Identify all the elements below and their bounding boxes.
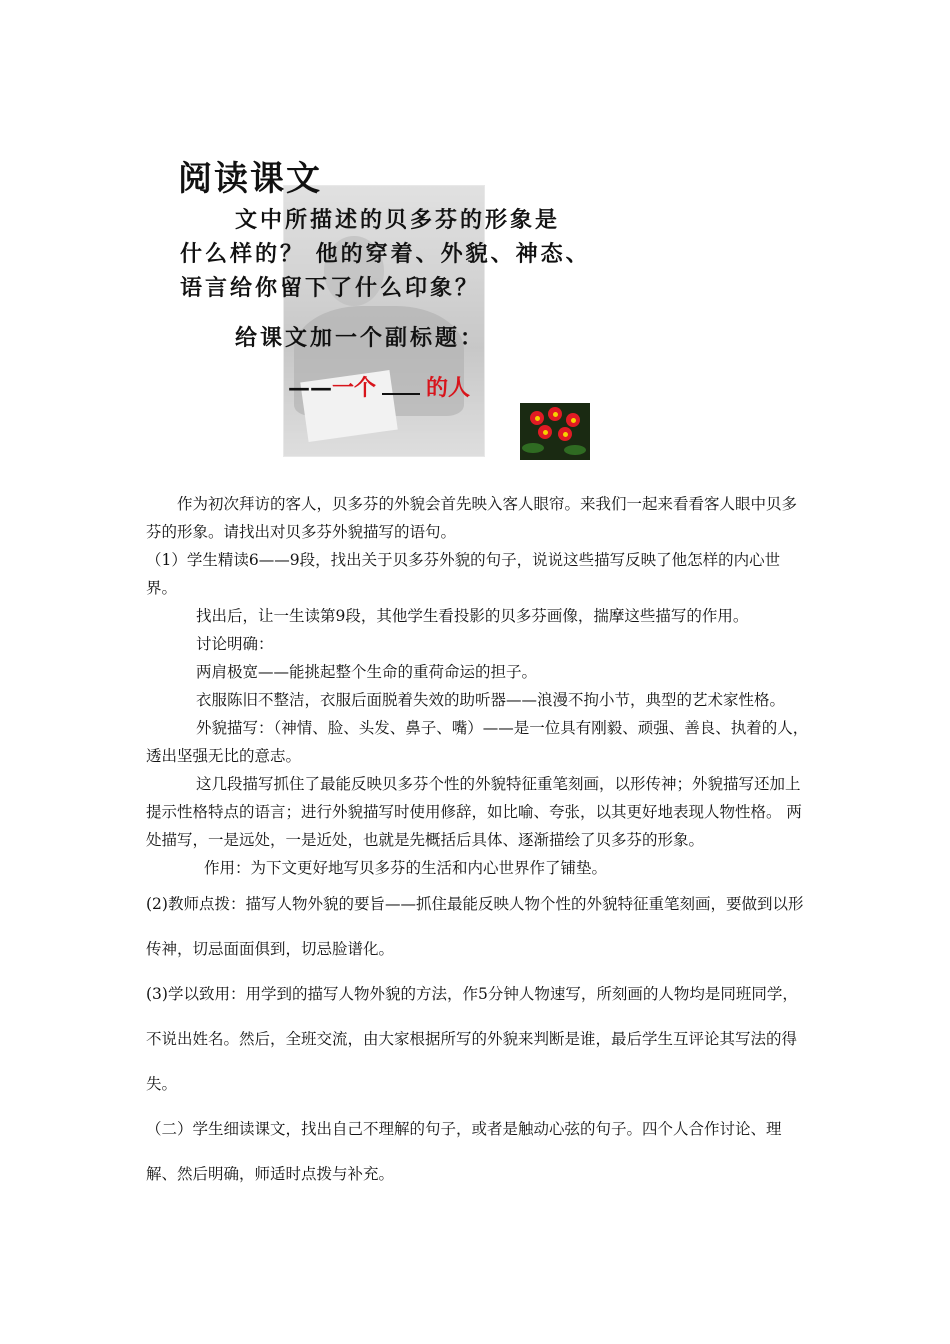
step2-paragraph: (2)教师点拨：描写人物外貌的要旨——抓住最能反映人物个性的外貌特征重笔刻画，要做到以形传神，切忌面面俱到，切忌脸谱化。 [146, 895, 804, 958]
step1-g: 作用：为下文更好地写贝多芬的生活和内心世界作了铺垫。 [204, 859, 608, 877]
part2-paragraph: （二）学生细读课文，找出自己不理解的句子，或者是触动心弦的句子。四个人合作讨论、理解、然后明确，师适时点拨与补充。 [146, 1120, 782, 1183]
intro-paragraph: 作为初次拜访的客人，贝多芬的外貌会首先映入客人眼帘。来我们一起来看看客人眼中贝多芬的形象。请找出对贝多芬外貌描写的语句。 [146, 495, 798, 541]
flower-center [543, 430, 548, 435]
slide-subtitle-prompt: 给课文加一个副标题： [235, 325, 486, 351]
step1-e: 外貌描写：（神情、脸、头发、鼻子、嘴）——是一位具有刚毅、顽强、善良、执着的人，透出坚强无比的意志。 [146, 719, 809, 765]
leaf [564, 445, 586, 455]
flower-picture [520, 403, 590, 460]
subtitle-red-1: 一个 [332, 375, 377, 401]
lesson-text [146, 490, 811, 1197]
slide-heading: 阅读课文 [178, 159, 322, 199]
flower-center [563, 432, 568, 437]
step1-d: 衣服陈旧不整洁，衣服后面脱着失效的助听器——浪漫不拘小节，典型的艺术家性格。 [196, 691, 786, 709]
flower-center [553, 412, 558, 417]
slide-question-line-2: 什么样的？ 他的穿着、外貌、神态、 [180, 241, 591, 267]
slide-question-line-1: 文中所描述的贝多芬的形象是 [235, 207, 561, 233]
step1-c: 两肩极宽——能挑起整个生命的重荷命运的担子。 [196, 663, 538, 681]
step3-paragraph: (3)学以致用：用学到的描写人物外貌的方法，作5分钟人物速写，所刻画的人物均是同班同学，不说出姓名。然后，全班交流，由大家根据所写的外貌来判断是谁，最后学生互评论其写法的得失。 [146, 985, 798, 1093]
leaf [522, 443, 544, 453]
slide-question-line-3: 语言给你留下了什么印象？ [180, 275, 481, 301]
slide-subtitle-template [288, 371, 470, 402]
step1-b: 讨论明确： [196, 635, 274, 653]
flower-center [535, 416, 540, 421]
lesson-slide-image [170, 145, 610, 465]
step1-a: 找出后，让一生读第9段，其他学生看投影的贝多芬画像，揣摩这些描写的作用。 [196, 607, 749, 625]
subtitle-red-2: 的人 [426, 375, 471, 401]
step1-f: 这几段描写抓住了最能反映贝多芬个性的外貌特征重笔刻画，以形传神；外貌描写还加上提示性格特点的语言；进行外貌描写时使用修辞，如比喻、夸张，以其更好地表现人物性格。 两处描写，一是远处，一是近处，也就是先概括后具体、逐渐描绘了贝多芬的形象。 [146, 775, 802, 849]
step1-paragraph: （1）学生精读6——9段，找出关于贝多芬外貌的句子，说说这些描写反映了他怎样的内心世界。 [146, 551, 781, 597]
subtitle-dash: —— [288, 375, 332, 401]
subtitle-blank [382, 393, 420, 395]
flower-center [571, 418, 576, 423]
